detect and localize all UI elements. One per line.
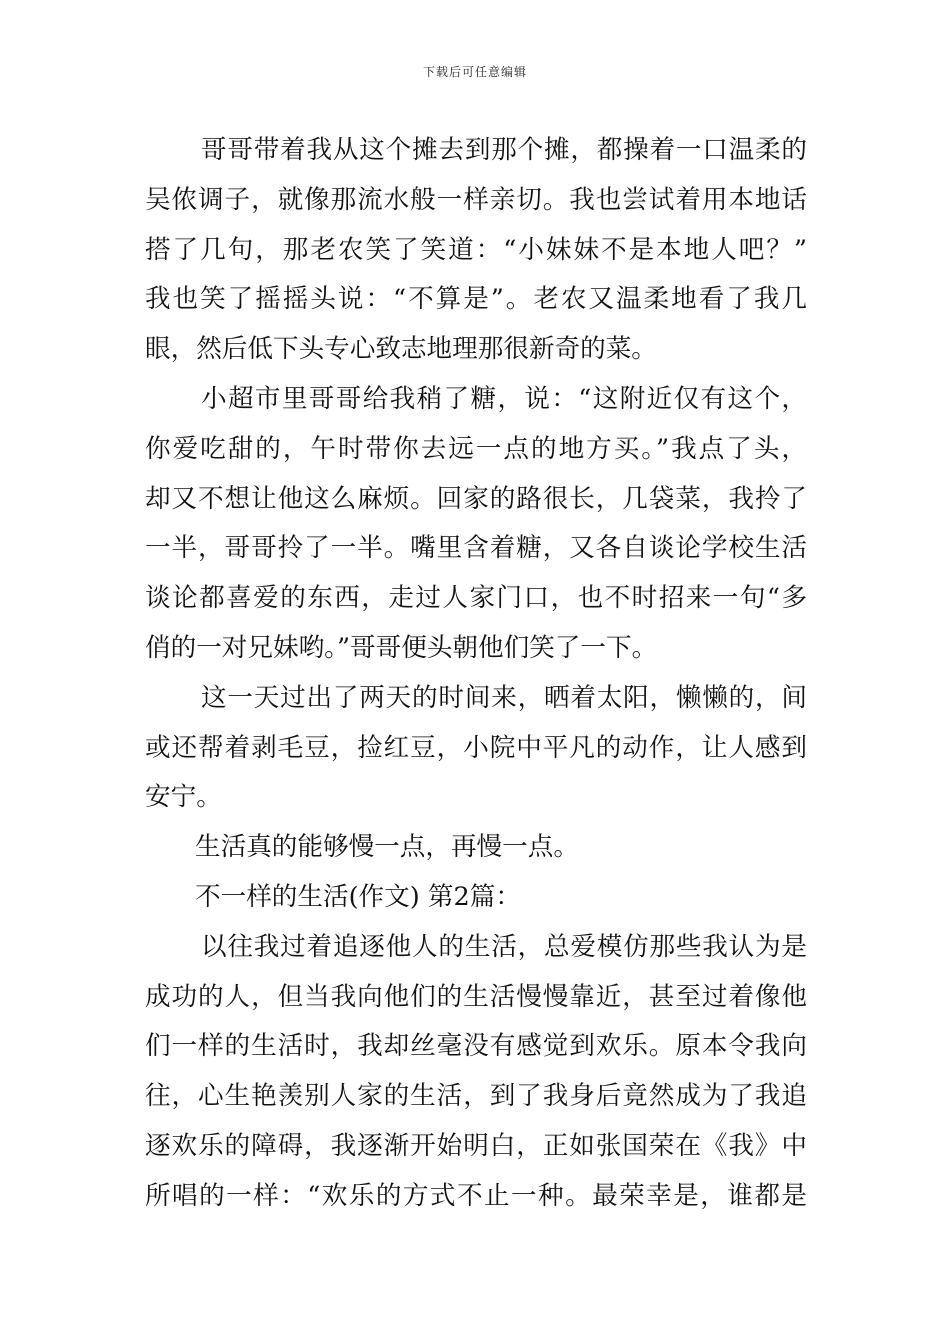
text-line: 逐欢乐的障碍，我逐渐开始明白，正如张国荣在《我》中 [145, 1130, 807, 1161]
text-line: 所唱的一样：“欢乐的方式不止一种。最荣幸是，谁都是 [145, 1180, 807, 1211]
text-line: 成功的人，但当我向他们的生活慢慢靠近，甚至过着像他 [145, 981, 807, 1012]
text-line: 吴侬调子，就像那流水般一样亲切。我也尝试着用本地话 [145, 184, 807, 215]
text-line: 这一天过出了两天的时间来，晒着太阳，懒懒的，间 [201, 682, 807, 713]
text-line: 搭了几句，那老农笑了笑道：“小妹妹不是本地人吧？” [145, 234, 807, 265]
text-line: 以往我过着追逐他人的生活，总爱模仿那些我认为是 [201, 931, 807, 962]
text-line: 眼，然后低下头专心致志地理那很新奇的菜。 [145, 334, 657, 365]
text-line: 却又不想让他这么麻烦。回家的路很长，几袋菜，我拎了 [145, 483, 807, 514]
page-header: 下载后可任意编辑 [422, 65, 527, 79]
text-line: 或还帮着剥毛豆，捡红豆，小院中平凡的动作，让人感到 [145, 732, 807, 763]
text-line: 往，心生艳羡别人家的生活，到了我身后竟然成为了我追 [145, 1081, 807, 1112]
text-line: 你爱吃甜的，午时带你去远一点的地方买。”我点了头， [145, 433, 807, 464]
text-line: 们一样的生活时，我却丝毫没有感觉到欢乐。原本令我向 [145, 1031, 807, 1062]
document-body [145, 126, 807, 1222]
text-line: 俏的一对兄妹哟。”哥哥便头朝他们笑了一下。 [145, 632, 658, 663]
text-line: 安宁。 [145, 782, 222, 813]
text-line: 一半，哥哥拎了一半。嘴里含着糖，又各自谈论学校生活 [145, 533, 807, 564]
text-line: 谈论都喜爱的东西，走过人家门口，也不时招来一句“多 [145, 583, 807, 614]
text-line: 生活真的能够慢一点，再慢一点。 [195, 832, 579, 863]
text-line: 小超市里哥哥给我稍了糖，说：“这附近仅有这个， [201, 383, 807, 414]
text-line: 哥哥带着我从这个摊去到那个摊，都操着一口温柔的 [201, 135, 807, 165]
section-heading: 不一样的生活(作文) 第2篇： [195, 881, 521, 912]
text-line: 我也笑了摇摇头说：“不算是”。老农又温柔地看了我几 [145, 284, 807, 315]
